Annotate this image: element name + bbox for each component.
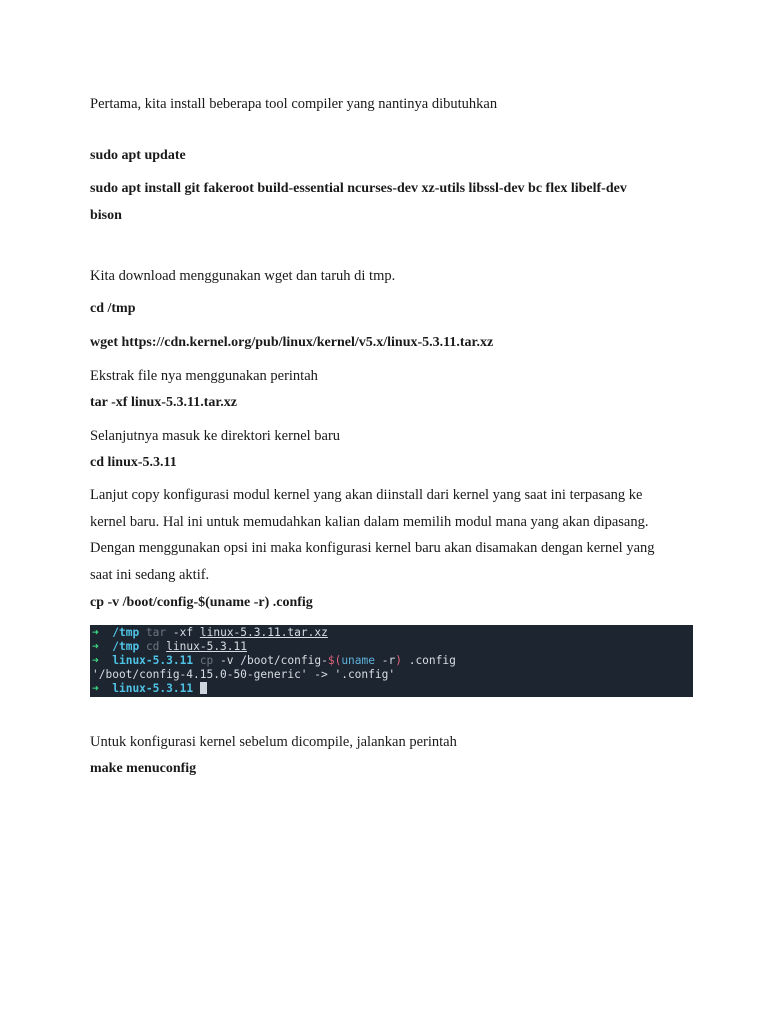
- cursor-block-icon: [200, 682, 207, 694]
- command-wget: wget https://cdn.kernel.org/pub/linux/kernel/v5.x/linux-5.3.11.tar.xz: [90, 335, 494, 350]
- prompt-dir: /tmp: [112, 640, 140, 653]
- download-text: Kita download menggunakan wget dan taruh di tmp.: [90, 268, 396, 284]
- paragraph-line: Dengan menggunakan opsi ini maka konfigurasi kernel baru akan disamakan dengan kernel yang: [90, 540, 655, 556]
- menuconfig-text: Untuk konfigurasi kernel sebelum dicompile, jalankan perintah: [90, 734, 457, 750]
- subshell-close: ): [395, 654, 402, 667]
- copy-config-paragraph: [90, 482, 690, 588]
- terminal-line: [90, 640, 693, 654]
- command-cd-tmp: cd /tmp: [90, 301, 136, 316]
- prompt-dir: /tmp: [112, 626, 140, 639]
- prompt-arrow-icon: ➜: [92, 640, 99, 653]
- command-apt-update: sudo apt update: [90, 148, 186, 163]
- prompt-dir: linux-5.3.11: [112, 682, 194, 695]
- terminal-line: [90, 654, 693, 668]
- enter-dir-text: Selanjutnya masuk ke direktori kernel baru: [90, 428, 341, 444]
- paragraph-line: saat ini sedang aktif.: [90, 566, 210, 583]
- terminal-line: [90, 626, 693, 640]
- terminal-args: -v /boot/config-: [220, 654, 328, 667]
- terminal-arg: linux-5.3.11.tar.xz: [199, 626, 328, 639]
- prompt-arrow-icon: ➜: [92, 654, 99, 667]
- prompt-arrow-icon: ➜: [92, 682, 99, 695]
- command-cd-linux: cd linux-5.3.11: [90, 455, 177, 470]
- terminal-screenshot: [90, 625, 693, 697]
- paragraph-line: kernel baru. Hal ini untuk memudahkan kalian dalam memilih modul mana yang akan dipasang.: [90, 513, 649, 530]
- command-cp-config: cp -v /boot/config-$(uname -r) .config: [90, 595, 313, 610]
- terminal-command: tar: [145, 626, 167, 639]
- subshell-command: uname: [341, 654, 375, 667]
- terminal-command: cd: [145, 640, 160, 653]
- terminal-flag: -xf: [172, 626, 194, 639]
- command-apt-install-line2: bison: [90, 208, 122, 223]
- terminal-command: cp: [199, 654, 214, 667]
- subshell-flag: -r: [375, 654, 396, 667]
- terminal-arg: linux-5.3.11: [166, 640, 247, 653]
- paragraph-line: Lanjut copy konfigurasi modul kernel yang akan diinstall dari kernel yang saat ini terpasang ke: [90, 487, 643, 503]
- subshell-open: $(: [327, 654, 342, 667]
- prompt-dir: linux-5.3.11: [112, 654, 194, 667]
- prompt-arrow-icon: ➜: [92, 626, 99, 639]
- command-tar: tar -xf linux-5.3.11.tar.xz: [90, 395, 237, 410]
- terminal-line: [90, 682, 693, 696]
- extract-text: Ekstrak file nya menggunakan perintah: [90, 368, 318, 384]
- intro-text: Pertama, kita install beberapa tool compiler yang nantinya dibutuhkan: [90, 96, 498, 112]
- command-make-menuconfig: make menuconfig: [90, 761, 197, 776]
- terminal-output: '/boot/config-4.15.0-50-generic' -> '.config': [92, 668, 396, 681]
- command-apt-install-line1: sudo apt install git fakeroot build-essential ncurses-dev xz-utils libssl-dev bc flex libelf-dev: [90, 181, 627, 196]
- terminal-tail: .config: [401, 654, 456, 667]
